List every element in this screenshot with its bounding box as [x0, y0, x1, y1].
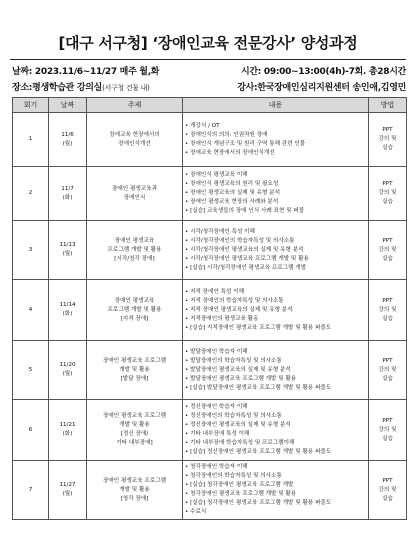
session-date: 11/13 (월) — [49, 221, 87, 280]
place-info — [12, 80, 150, 93]
session-date: 11/21 (화) — [49, 400, 87, 461]
header-content: 내용 — [183, 98, 369, 113]
session-topic: 장애인 평생교육과 장애인식 — [87, 167, 183, 221]
session-topic: 장애인 평생교육 프로그램 개발 및 활용 [정신 장애/ 기타 내부장애] — [87, 400, 183, 461]
session-method: PPT 강의 및 실습 — [369, 113, 407, 167]
document-title: [대구 서구청] ‘장애인교육 전문강사’ 양성과정 — [58, 34, 358, 52]
session-date: 11/20 (월) — [49, 341, 87, 400]
session-content: • 개강식 / OT • 장애인식의 의의: 인권차원 장애 • 장애인식 개념구조 및 원리 구역 통해 관련 인물 • 장애교육 현장에서의 장애인식개선 — [183, 113, 369, 167]
session-date: 11/7 (화) — [49, 167, 87, 221]
session-number: 6 — [13, 400, 49, 461]
session-date: 11/27 (월) — [49, 461, 87, 520]
time-info: 시간: 09:00~13:00(4h)-7회. 총28시간 — [240, 67, 406, 77]
header-topic: 주제 — [87, 98, 183, 113]
session-method: PPT 강의 및 실습 — [369, 280, 407, 341]
session-number: 2 — [13, 167, 49, 221]
table-row — [13, 400, 407, 461]
session-number: 7 — [13, 461, 49, 520]
session-content: • 시각/청각장애인 특성 이해 • 시각/청각장애인의 학습자특성 및 의사소통 • 시각/청각장애인 평생교육의 실제 및 유형 분석 • 시각/청각장애인 평생교육 프로그램 개발 및 활용 • [실습] 시각/청각장애인 평생교육 프로그램 개발 — [183, 221, 369, 280]
header-date: 날짜 — [49, 98, 87, 113]
schedule-table — [12, 97, 407, 520]
session-method: PPT 강의 및 실습 — [369, 461, 407, 520]
session-number: 1 — [13, 113, 49, 167]
session-topic: 장애인 평생교육 프로그램 개발 및 활용 [발달 장애] — [87, 341, 183, 400]
place-note: (서구청 건물 내) — [102, 84, 150, 92]
table-row — [13, 113, 407, 167]
session-method: PPT 강의 및 실습 — [369, 341, 407, 400]
session-topic: 장애인 평생교육 프로그램 개발 및 활용 [시각/청각 장애] — [87, 221, 183, 280]
table-row — [13, 341, 407, 400]
session-method: PPT 강의 및 실습 — [369, 167, 407, 221]
session-method: PPT 강의 및 실습 — [369, 221, 407, 280]
session-number: 4 — [13, 280, 49, 341]
session-content: • 발달장애인 학습자 이해 • 발달장애인의 학습자특성 및 의사소통 • 발달장애인 평생교육의 실제 및 유형 분석 • 발달장애인 평생교육 프로그램 개발 및 활용 • [실습] 발달장애인 평생교육 프로그램 개발 및 활용 퍼즐도 — [183, 341, 369, 400]
session-content: • 장애인식 평생교육 이해 • 장애인식 평생교육의 원리 및 필요성 • 장애인 평생교육의 실제 및 유형 분석 • 장애인 평생교육 현장의 사례와 분석 • [실습] 교육생들의 장애 인식 사례 표현 및 퍼블 — [183, 167, 369, 221]
table-header-row — [13, 98, 407, 113]
table-row — [13, 461, 407, 520]
session-topic: 장애인 평생교육 프로그램 개발 및 활용 [지적 장애] — [87, 280, 183, 341]
session-method: PPT 강의 및 실습 — [369, 400, 407, 461]
session-number: 5 — [13, 341, 49, 400]
session-content: • 청각장애인 학습자 이해 • 청각장애인의 학습자특성 및 의사소통 • [실습] 청각장애인 평생교육 프로그램 개발 • 청각장애인 평생교육 프로그램 개발 및 활용 • [실습] 청각장애인 평생교육 프로그램 개발 및 활용 퍼즐도 • 수료식 — [183, 461, 369, 520]
session-topic: 장애인 평생교육 프로그램 개발 및 활용 [청각 장애] — [87, 461, 183, 520]
divider-top — [10, 59, 406, 60]
session-date: 11/14 (화) — [49, 280, 87, 341]
place-label: 장소:평생학습관 강의실 — [12, 83, 103, 93]
session-date: 11/6 (월) — [49, 113, 87, 167]
session-content: • 지적 장애인 특성 이해 • 지적 장애인의 학습자특성 및 의사소통 • 지적 장애인 평생교육의 실제 및 유형 분석 • 지적장애인의 평생교육 활동 • [실습] 지적장애인 평생교육 프로그램 개발 및 활용 퍼즐도 — [183, 280, 369, 341]
session-topic: 장애교육 현장에서의 장애인식개선 — [87, 113, 183, 167]
session-number: 3 — [13, 221, 49, 280]
lecturer-info: 강사:한국장애인심리지원센터 송인애,김영민 — [237, 83, 406, 93]
date-info: 날짜: 2023.11/6~11/27 매주 월,화 — [12, 67, 160, 77]
header-method: 방법 — [369, 98, 407, 113]
session-content: • 정신장애인 학습자 이해 • 정신장애인의 학습자특성 및 의사소통 • 정신장애인 평생교육의 실제 및 유형 분석 • 기타 내부장애 특성 이해 • 기타 내부장애 학습자특성 및 프로그램이해 • [실습] 정신장애인 평생교육 프로그램 개발 및 활용 퍼즐도 — [183, 400, 369, 461]
header-session: 회기 — [13, 98, 49, 113]
table-row — [13, 167, 407, 221]
table-row — [13, 280, 407, 341]
table-row — [13, 221, 407, 280]
